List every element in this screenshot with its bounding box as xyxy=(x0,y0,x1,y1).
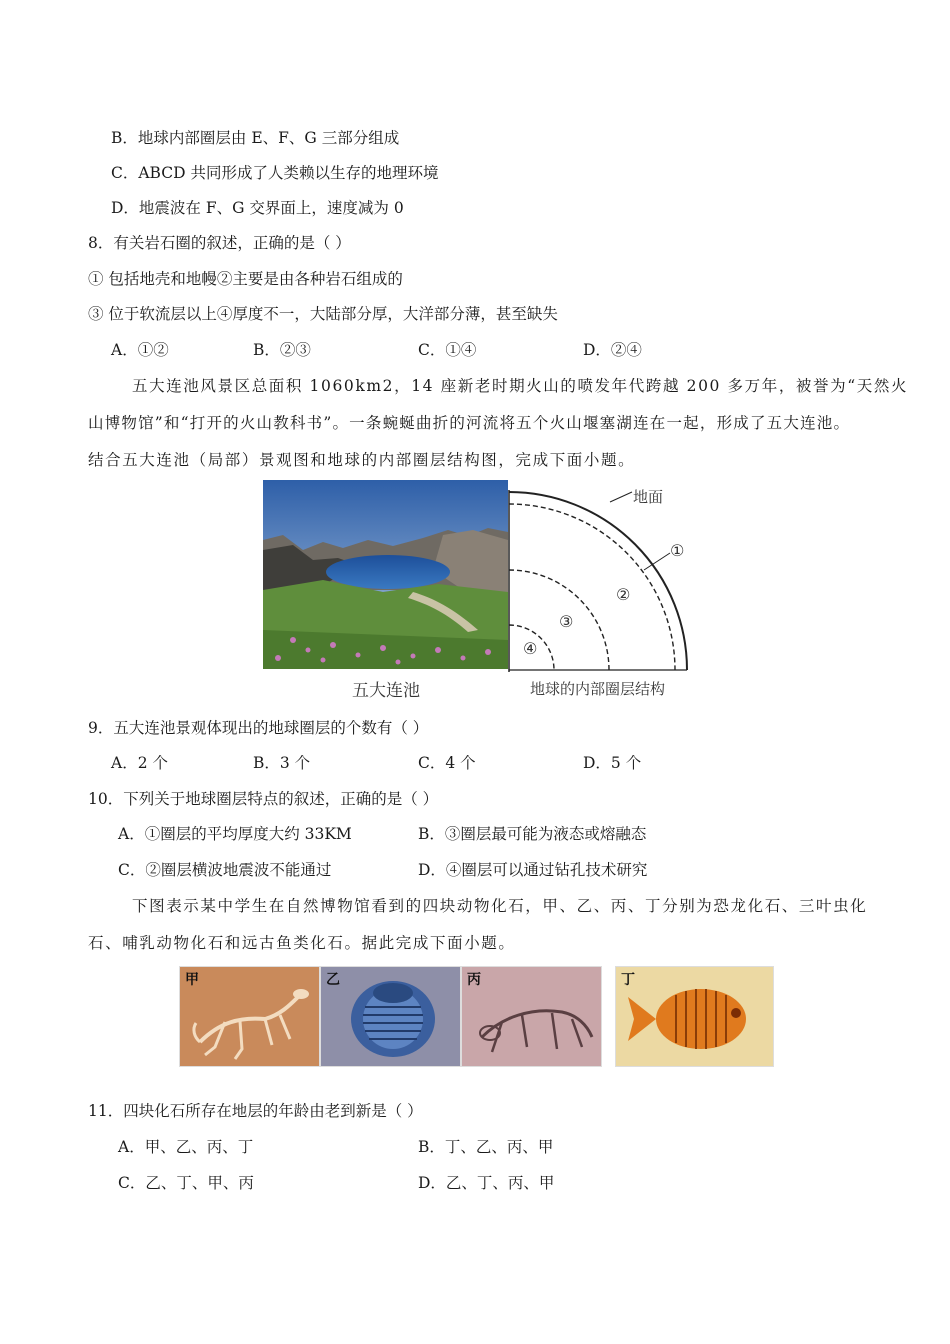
fossil-trilobite-image xyxy=(320,966,461,1067)
q11-option-b: B．丁、乙、丙、甲 xyxy=(418,1138,554,1156)
label-layer-2: ② xyxy=(616,585,631,604)
label-ground: 地面 xyxy=(633,488,664,506)
fossil-dinosaur-image xyxy=(179,966,320,1067)
label-layer-4: ④ xyxy=(523,639,538,658)
label-layer-3: ③ xyxy=(559,612,574,631)
q9-option-d: D．5 个 xyxy=(583,754,642,772)
fossil-label-yi: 乙 xyxy=(326,972,340,988)
q11-option-a: A．甲、乙、丙、丁 xyxy=(118,1138,254,1156)
q9-option-a: A．2 个 xyxy=(111,754,168,772)
q9-option-b: B．3 个 xyxy=(253,754,311,772)
passage1-line1: 五大连池风景区总面积 1060km2，14 座新老时期火山的喷发年代跨越 200 多万年，被誉为“天然火 xyxy=(132,377,909,395)
wudalianchi-landscape-photo xyxy=(263,480,508,669)
q9-stem: 9．五大连池景观体现出的地球圈层的个数有（ ） xyxy=(88,719,429,737)
fossil-mammal-image xyxy=(461,966,602,1067)
q8-stem: 8．有关岩石圈的叙述，正确的是（ ） xyxy=(88,234,351,252)
q8-statement-1: ① 包括地壳和地幔②主要是由各种岩石组成的 xyxy=(88,270,403,288)
q10-option-c: C．②圈层横波地震波不能通过 xyxy=(118,861,332,879)
passage2-line2: 石、哺乳动物化石和远古鱼类化石。据此完成下面小题。 xyxy=(88,934,516,952)
passage1-line3: 结合五大连池（局部）景观图和地球的内部圈层结构图，完成下面小题。 xyxy=(88,451,636,469)
q11-stem: 11．四块化石所存在地层的年龄由老到新是（ ） xyxy=(88,1102,423,1120)
q7-option-d: D．地震波在 F、G 交界面上，速度减为 0 xyxy=(111,199,404,217)
passage1-line2: 山博物馆”和“打开的火山教科书”。一条蜿蜒曲折的河流将五个火山堰塞湖连在一起，形成了五大连池。 xyxy=(88,414,851,432)
q8-option-d: D．②④ xyxy=(583,341,642,359)
q10-option-b: B．③圈层最可能为液态或熔融态 xyxy=(418,825,647,843)
label-layer-1: ① xyxy=(670,541,685,560)
q8-statement-2: ③ 位于软流层以上④厚度不一，大陆部分厚，大洋部分薄，甚至缺失 xyxy=(88,305,558,323)
q11-option-d: D．乙、丁、丙、甲 xyxy=(418,1174,555,1192)
q8-option-b: B．②③ xyxy=(253,341,311,359)
q8-option-a: A．①② xyxy=(111,341,169,359)
fossil-label-ding: 丁 xyxy=(621,972,635,988)
fossil-label-jia: 甲 xyxy=(185,972,199,988)
photo-caption: 五大连池 xyxy=(352,681,420,701)
q8-option-c: C．①④ xyxy=(418,341,477,359)
q11-option-c: C．乙、丁、甲、丙 xyxy=(118,1174,254,1192)
q10-option-d: D．④圈层可以通过钻孔技术研究 xyxy=(418,861,648,879)
diagram-caption: 地球的内部圈层结构 xyxy=(530,680,666,698)
fossil-label-bing: 丙 xyxy=(467,972,481,988)
fossil-fish-image xyxy=(615,966,774,1067)
q7-option-c: C．ABCD 共同形成了人类赖以生存的地理环境 xyxy=(111,164,439,182)
q7-option-b: B．地球内部圈层由 E、F、G 三部分组成 xyxy=(111,129,400,147)
q9-option-c: C．4 个 xyxy=(418,754,476,772)
passage2-line1: 下图表示某中学生在自然博物馆看到的四块动物化石，甲、乙、丙、丁分别为恐龙化石、三叶虫化 xyxy=(132,897,868,915)
q10-stem: 10．下列关于地球圈层特点的叙述，正确的是（ ） xyxy=(88,790,439,808)
q10-option-a: A．①圈层的平均厚度大约 33KM xyxy=(118,825,352,843)
